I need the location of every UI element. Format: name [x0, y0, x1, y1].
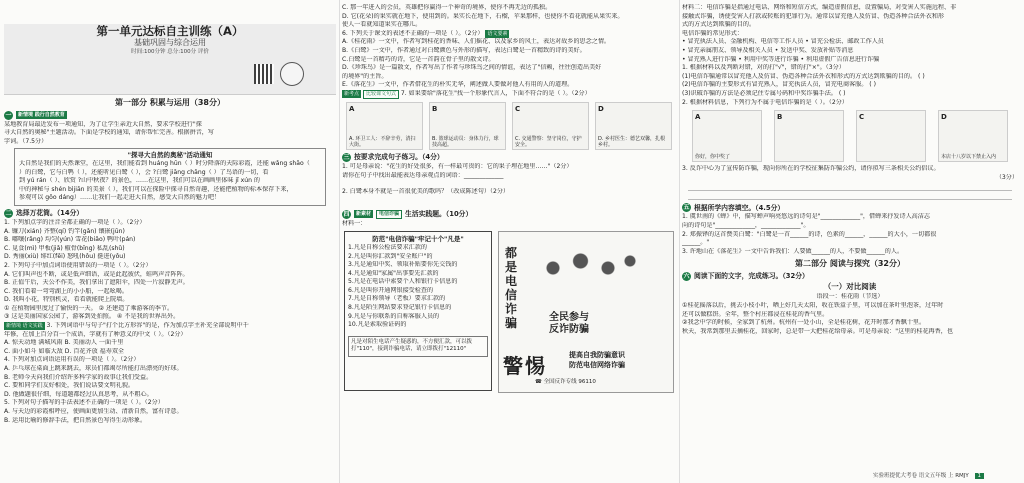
column-divider: [679, 0, 680, 483]
section-heading-3: 三 按要求完成句子练习。（4分）: [343, 153, 444, 162]
answer-line[interactable]: 请你在句子中找出最能表达母亲观点的词语：_____________: [342, 171, 504, 179]
option-line: B. 正值午后，天公不作美，我们拿出了遮阳伞，四处一片寂静无声。: [4, 279, 189, 287]
option-line: 的境界"的主旨。: [342, 72, 388, 80]
text-line: 某地教育局最近发布一项通知，为了让学生亲近大自然，要求学校进行"探: [4, 120, 202, 128]
notice-line: 中的神秘与 shén bìjiān 的美景（ ），我们可以在探险中探寻自然奇趣，还能把植物的标本保存下来，: [19, 185, 293, 193]
left-column: [4, 0, 336, 483]
text-line: D. 它(花朵)的果实就在地下，使用到的。果实长在地下，石榴，苹果那样，也使你不看花就能从果实来。: [342, 12, 624, 20]
option-line: C. 要和同学们友好相处，我们说话要文明礼貌。: [4, 382, 135, 390]
option-line: C. 觅食(mì) 甲板(jiǎ) 椒骨(bīng) 私乱(shǔ): [4, 244, 125, 252]
reading-subtitle: 语段一：桂花雨（节选）: [816, 293, 884, 301]
material-label: 材料一：: [342, 219, 367, 227]
anti-fraud-list: 防范"电信诈骗"牢记十个"凡是" 1.凡是自称公检法要求汇款的 2.凡是叫你汇款到"安全账户"的 3.凡是通知中奖、领取补贴要你先交钱的 4.凡是通知"家属"出事要先汇款的 5.凡是在电话中索要个人和银行卡信息的 6.凡是叫你开通网银接受检查的 7.凡是自称领导（老板）要求汇款的 8.凡是陌生网站要求登记银行卡信息的 9.凡是与你联系的自称客服人员的 10.凡是索取验证码的 凡是对陌生电话产生疑惑的，不方便汇款，可以拨打"110"，接到诈骗电话，请立即拨打"12110": [344, 231, 492, 391]
option-line: (1)电信诈骗通常以冒充他人及仿冒、伪造各种合法外衣和形式的方式达到欺骗的目的。 ( ): [682, 72, 925, 80]
column-divider: [339, 0, 340, 483]
text-line: 使人一看就知道果实在哪儿。: [342, 21, 422, 29]
fill-question: 1. 虞世南的《蝉》中，描写蝉声响亮悠远的诗句是"_____________"，借蝉来抒发诗人高洁志: [682, 213, 930, 221]
option-line: (3)识破诈骗的方法是必须记住专属号码和中奖诈骗手法。 ( ): [682, 89, 846, 97]
option-line: 年修，在加上百分百一个成语，字就有了种意义的中文（ ）。（2分）: [4, 330, 187, 338]
part1-heading: 第一部分 积累与运用（38分）: [115, 98, 225, 107]
option-line: D.《珍珠鸟》是一篇散文，作者写出了作者与珍珠鸟之间的情谊，表达了"信赖，往往创造出美好: [342, 64, 602, 72]
reading-line: ①桂花摇落以后，挑去小枝小叶，晒上好几天太阳，收在铁盒子里，可以加在茶叶里泡茶，过年时: [682, 302, 944, 310]
fill-question: 3. 许地山在《落花生》一文中告诉我们：人要做______的人，不要做______的人。: [682, 247, 904, 255]
right-column: [682, 0, 1018, 483]
scenario-a: A 你好，你中奖了: [692, 110, 762, 162]
page-number: 1: [975, 473, 985, 479]
section-number: 一: [5, 111, 12, 119]
option-line: ③ 这是美丽国家公园了，游客到处拍照。 ④ 不是我的世界出外。: [4, 313, 180, 321]
option-line: C.白鹭是一首精巧的诗，它是一首韵在骨子里的散文诗。: [342, 55, 495, 63]
question-tag: 语文要素: [487, 30, 508, 37]
fill-question: 向的诗句是"_____________，_____________"。: [682, 221, 810, 229]
question-tag: 新考点: [344, 90, 360, 97]
notice-title: "探寻大自然的奥秘"活动通知: [127, 151, 213, 160]
illustration-d: D D. 乡村医生：德艺双馨，扎根乡村。: [595, 102, 672, 150]
question-stem: 新考点 比较课文句式 7. 如果要给"落花生"找一个形象代言人，下面不符合的是（ ）。（2分）: [344, 89, 591, 97]
text-line: C. 那一年进入的会员，英雄把你赢得一个神奇的境界，使你不再无边的孤独。: [342, 4, 552, 11]
section-title: 选择万花筒。（14分）: [16, 209, 84, 218]
middle-column: [342, 0, 676, 483]
section-heading-6: 六 阅读下面的文字，完成练习。（32分）: [683, 272, 809, 281]
notice-line: 参观可以 gōo dáng）……让我们一起走进大自然，感受大自然的魅力吧！: [19, 194, 221, 202]
page-title: 第一单元达标自主训练（A）: [96, 24, 244, 38]
vertical-slogan: 都是电信诈骗: [505, 246, 518, 331]
text-line: • 冒充亲属朋友、领导及相关人员 • 发送中奖、发放补贴等消息: [682, 46, 854, 54]
option-line: A. 镰刀(xián) 齐整(qí) 钓竿(gǎn) 镶嵌(jūn): [4, 227, 125, 235]
page-subtitle: 基础巩固与综合运用: [134, 38, 206, 47]
question-stem: 4. 下列对加点词语运用有误的一项是（ ）。（2分）: [4, 356, 140, 364]
hotline: ☎ 全国反诈专线 96110: [535, 378, 596, 385]
reading-line: 还可以做糕饼。全年，整个村庄都浸在桂花的香气里。: [682, 310, 829, 318]
phone-icon: ☎: [535, 378, 544, 385]
option-line: D. 他做题很仔细，每道题都经过认真思考，从不粗心。: [4, 390, 153, 398]
text-line: 字词。（7.5分）: [4, 137, 48, 145]
text-line: 电信诈骗的常见形式：: [682, 29, 743, 37]
option-line: (2)电信诈骗的主要形式有冒充熟人，冒充执法人员，冒充电商客服。 ( ): [682, 81, 876, 89]
option-line: E.《落花生》一文中，作者借花生的朴实无华，阐述做人要做对他人有用的人的道理。: [342, 81, 574, 89]
option-line: C. 面小如斗 如临大敌 D. 百花齐放 福寿双全: [4, 347, 125, 355]
option-line: ① 在植物园里度过了愉快的一天。 ② 还建造了乘游客的季节。: [4, 304, 174, 312]
answer-line[interactable]: [688, 182, 1012, 191]
notice-box: [14, 148, 326, 206]
question-tag: 比较课文句式: [363, 90, 399, 99]
option-line: D. 秀丽(xiù) 绯红(fēi) 怒吼(hǒu) 挺进(yǒu): [4, 253, 126, 261]
option-line: C. 我们看着一弯弯湖上的小小船，一起吆喝。: [4, 287, 128, 295]
option-line: B. 老师今天向我们介绍许多科学家的故事让我们受益。: [4, 373, 153, 381]
question-stem: 2. 白鹭本身不就是一首很优美的歌吗？（改成陈述句）（2分）: [342, 188, 510, 196]
illustration-a: A A. 环卫工人：不辞辛劳，清扫大街。: [346, 102, 423, 150]
option-line: A. 它们叫声也不断，或是低声细语，或是此起彼伏，蛙鸣声音阵阵。: [4, 270, 189, 278]
question-stem: 新情境 语文实践 3. 下列词语中与句子"打个比方形容"的是，作为加点字主补充全部说明中千: [6, 322, 249, 330]
exam-meta: 时间:100分钟 总分:100分 评价: [131, 49, 209, 55]
notice-line: 大自然是我们的天然课堂，在这里，我们能看到 huáng hūn（ ）时分降落的天际彩霞，还能 wǎng shāo（: [19, 159, 310, 167]
section-heading-4: 四 新素材 电信诈骗 生活实践题。（10分）: [343, 209, 473, 218]
qr-code-icon[interactable]: [254, 64, 274, 84]
page-footer: 实验班提优大考卷 语文五年级 上 RMJY 1: [873, 471, 984, 479]
text-line: 寻大自然的奥秘"主题活动。下面是学校的通知，请你帮忙完善。根据拼音，写: [4, 129, 214, 137]
part2-heading: 第二部分 阅读与探究（32分）: [795, 259, 905, 269]
reading-line: 秋天，我常到那里去摘桂花，回家时，总是带一大把桂花给母亲。可是母亲说："这里的桂花再香，也: [682, 327, 953, 335]
option-line: A. 与天边的彩霞相呼应，使画面更加生动、清新自然，富有诗意。: [4, 408, 183, 415]
option-line: B. 运用比喻的修辞手法，把自然景色写得生动形象。: [4, 416, 147, 424]
warning-title: 警惕: [503, 353, 547, 378]
question-stem: 6. 下列关于课文的表述不正确的一项是（ ）。（2分） 语文要素: [342, 29, 508, 37]
question-stem: 1. 根据材料以及判断对错，对的打"√"，错的打"×"。（3分）: [682, 64, 845, 72]
score: （3分）: [995, 173, 1018, 181]
illustration-b: B B. 篮球运动员：身体力行，球技高超。: [429, 102, 506, 150]
illustration-c: C C. 交通警察：坚守岗位，守护安全。: [512, 102, 589, 150]
scenario-c: C: [856, 110, 926, 162]
warning-lines: 提高自我防骗意识 防范电信网络诈骗: [569, 351, 625, 370]
text-line: 式的方式达到欺骗的目的。: [682, 21, 756, 29]
section-number: 二: [5, 209, 12, 217]
question-stem: 3. 反诈中心为了宣传防诈骗，现向你所在的学校征集防诈骗公约，请你拟写三条相关公约倡议。: [682, 165, 940, 173]
question-tag: 新情境 语文实践: [6, 323, 43, 330]
slogan: 全民参与 反诈防骗: [549, 312, 589, 336]
option-line: D. 我叫小花，特别机灵，看看就能爬上院墙。: [4, 296, 129, 304]
scenario-row: [692, 110, 1008, 162]
question-stem: 2. 根据材料信息，下列行为不属于电信诈骗的是（ ）。（2分）: [682, 98, 848, 106]
option-line: A.《桂花雨》一文中，作者写到桂花的香味、人们摇花、以及家乡的风土，表达对故乡的思念之情。: [342, 38, 611, 46]
section-heading-5: 五 根据所学内容填空。（4.5分）: [683, 203, 785, 212]
option-line: B.《白鹭》一文中，作者通过对白鹭颜色与外形的描写，表达白鹭是一首精致的诗的美好。: [342, 46, 586, 54]
section-heading-2: [4, 209, 336, 218]
notice-line: 到 yú rán（ ）、欣赏 ?山中秋夜？的景色，……在这里，我们可以在画画里体味 jǐ xún 的: [19, 177, 261, 185]
text-line: • 冒充执法人员、金融机构、电信等工作人员 • 冒充公检法、邮政工作人员: [682, 38, 884, 46]
scenario-b: B: [774, 110, 844, 162]
reading-title: （一）对比阅读: [823, 281, 877, 291]
fill-question: 2. 郑振铎的这首赞美白鹭："白鹭是一首______的诗，色素的______，______的大小，一切都很: [682, 230, 937, 238]
question-stem: 1. 可是母亲说："花生的好处很多，有一样最可贵的：它的果子埋在地里……"（2分）: [342, 162, 573, 170]
question-stem: 2. 下列句子中加点词语使用错误的一项是（ ）。（2分）: [4, 261, 152, 269]
option-line: B. 嘟嚷(rǎng) 均匀(yún) 雪花(biǎo) 鸭叶(pán): [4, 236, 136, 244]
option-line: A. 乒乓球在桌面上跳来跳去，球员们都竭尽所能打出漂亮的好球。: [4, 365, 183, 373]
anti-fraud-poster: [498, 231, 674, 393]
text-line: • 冒充熟人进行诈骗 • 利用中奖等进行诈骗 • 利用虚假广告信息进行诈骗: [682, 55, 880, 63]
section-heading-1: [4, 111, 336, 120]
badge-seal-icon: [280, 62, 304, 86]
notice-line: ）的白鹭，它与白鸭（ ），还能听见白鹭（ ），会 ?白鹭 jiāng chāng（ ）了鸟语的一切，看: [19, 168, 269, 176]
crowd-illustration: [531, 240, 641, 310]
text-line: 接触式诈骗，诱使受害人打款或转账的犯罪行为。通常以冒充他人及仿冒、伪造各种合法外衣和形: [682, 12, 945, 20]
scenario-d: D 本店十八岁以下禁止入内: [938, 110, 1008, 162]
text-line: 材料二：电信诈骗是指通过电话、网络和短信方式，编造虚假信息，设置骗局，对受害人实施远程、非: [682, 4, 957, 11]
question-stem: 5. 下列对句子描写的手法表述不正确的一项是（ ）。（2分）: [4, 399, 164, 407]
title-header: [4, 24, 336, 95]
section-tag: 新情境 践行自然教育: [18, 112, 65, 119]
fill-question: ______。": [682, 239, 710, 247]
option-line: A. 惊天动地 满城风雨 B. 美丽动人 一面千里: [4, 339, 124, 347]
question-stem: 1. 下列加点字的注音全都正确的一项是（ ）。（2分）: [4, 218, 146, 226]
figure-row: [346, 102, 672, 150]
answer-line[interactable]: [688, 191, 1012, 200]
poster-area: [344, 231, 674, 393]
reading-line: ②我念中学的时候，全家到了杭州。杭州有一处小山，全是桂花树，花开时那才香飘十里。: [682, 319, 926, 327]
